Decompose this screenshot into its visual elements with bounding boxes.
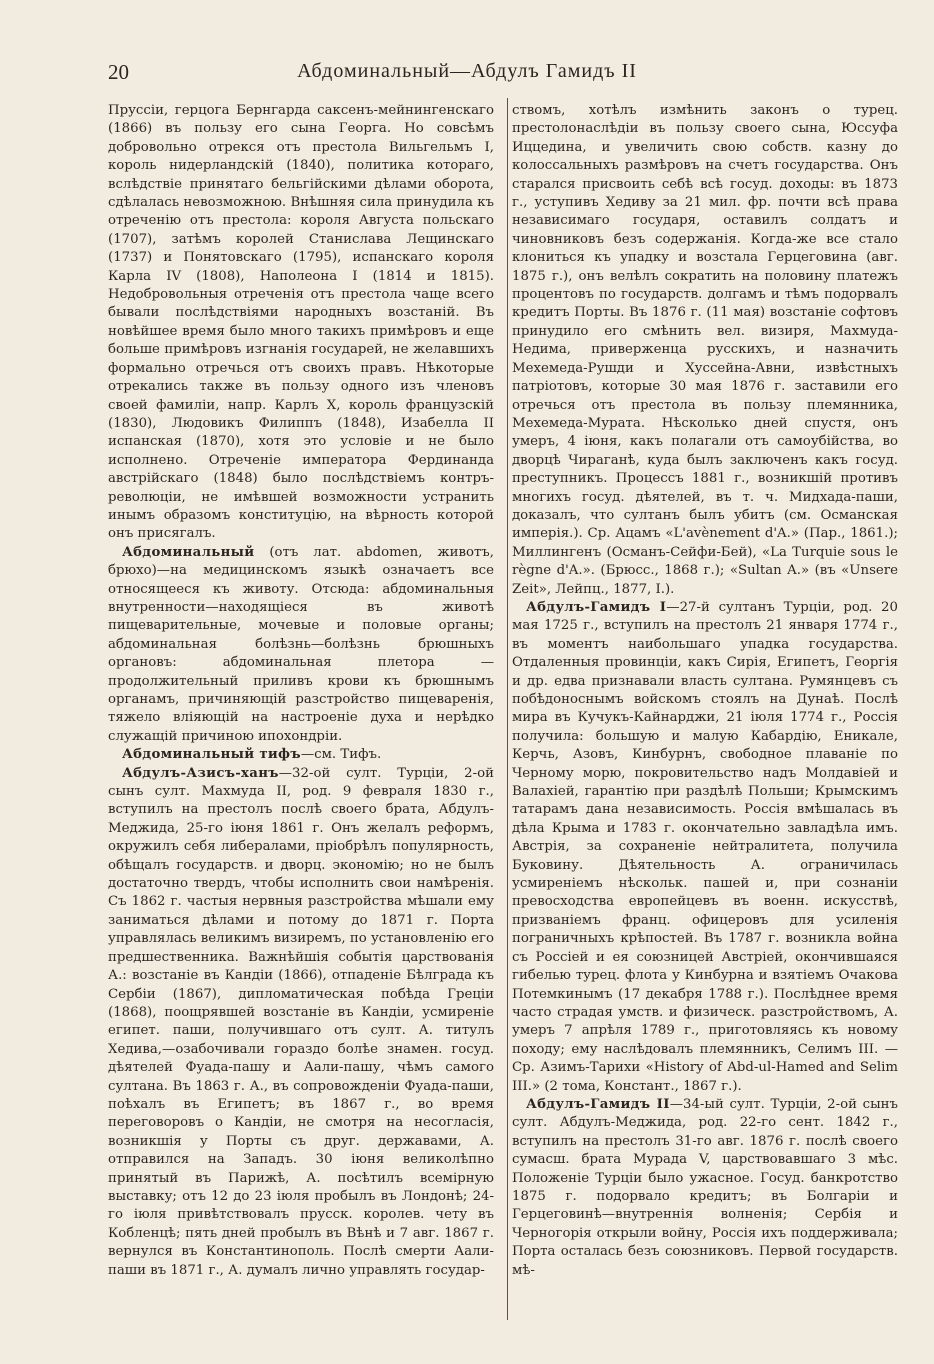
article-text: (отъ лат. abdomen, животъ, брюхо)—на медицинскомъ языкѣ означаетъ все относящееся къ животу. Отсюда: абдоминальныя внутренности—находящіеся въ животѣ пищеварительные, мочевые и половые органы; абдоминальная болѣзнь—болѣзнь брюшныхъ органовъ: абдоминальная плетора — продолжительный приливъ крови къ брюшнымъ органамъ, причиняющій разстройство пищеваренія, тяжело вліяющій на настроеніе духа и нерѣдко служащій причиною ипохондріи.: [108, 544, 494, 744]
article-text: —34-ый султ. Турціи, 2-ой сынъ султ. Абдулъ-Меджида, род. 22-го сент. 1842 г., вступилъ на престолъ 31-го авг. 1876 г. послѣ своего сумасш. брата Мурада V, царствовавшаго 3 мѣс. Положеніе Турціи было ужасное. Госуд. банкротство 1875 г. подорвало кредитъ; въ Болгаріи и Герцеговинѣ—внутреннія волненія; Сербія и Черногорія открыли войну, Россія ихъ поддерживала; Порта осталась безъ союзниковъ. Первой государств. мѣ-: [512, 1096, 898, 1278]
article-headword: Абдоминальный тифъ: [122, 747, 301, 763]
paragraph-text: ствомъ, хотѣлъ измѣнить законъ о турец. престолонаслѣдіи въ пользу своего сына, Юссуфа Иццедина, и увеличить свою собств. казну до колоссальныхъ размѣровъ на счетъ государства. Онъ старался присвоить себѣ всѣ госуд. доходы: въ 1873 г., уступивъ Хедиву за 21 мил. фр. почти всѣ права независимаго государя, оставилъ солдатъ и чиновниковъ безъ содержанія. Когда-же все стало клониться къ упадку и возстала Герцеговина (авг. 1875 г.), онъ велѣлъ сократить на половину платежъ процентовъ по государств. долгамъ и тѣмъ подорвалъ кредитъ Порты. Въ 1876 г. (11 мая) возстаніе софтовъ принудило его смѣнить вел. визиря, Махмуда-Недима, приверженца русскихъ, и назначить Мехемеда-Рушди и Хуссейна-Авни, извѣстныхъ патріотовъ, которые 30 мая 1876 г. заставили его отречься отъ престола въ пользу племянника, Мехемеда-Мурата. Нѣсколько дней спустя, онъ умеръ, 4 іюня, какъ полагали отъ самоубійства, во дворцѣ Чираганѣ, куда былъ заключенъ какъ госуд. преступникъ. Процессъ 1881 г., возникшій противъ многихъ госуд. дѣятелей, въ т. ч. Мидхада-паши, доказалъ, что султанъ былъ убитъ (см. Османская имперія.). Ср. Ацамъ «L'avènement d'A.» (Пар., 1861.); Миллингенъ (Османъ-Сейфи-Бей), «La Turquie sous le règne d'A.». (Брюсс., 1868 г.); «Sultan A.» (въ «Unsere Zeit», Лейпц., 1877, I.).: [512, 103, 898, 597]
article-text: —32-ой султ. Турціи, 2-ой сынъ султ. Махмуда II, род. 9 февраля 1830 г., вступилъ на престолъ послѣ своего брата, Абдулъ-Меджида, 25-го іюня 1861 г. Онъ желалъ реформъ, окружилъ себя либералами, пріобрѣлъ популярность, обѣщалъ государств. и дворц. экономію; но не былъ достаточно твердъ, чтобы исполнить свои намѣренія. Съ 1862 г. частыя нервныя разстройства мѣшали ему заниматься дѣлами и потому до 1871 г. Порта управлялась великимъ визиремъ, по установленію его предшественника. Важнѣйшія событія царствованія А.: возстаніе въ Кандіи (1866), отпаденіе Бѣлграда къ Сербіи (1867), дипломатическая побѣда Греціи (1868), поощрявшей возстаніе въ Кандіи, усмиреніе египет. паши, получившаго отъ султ. А. титулъ Хедива,—озабочивали гораздо болѣе знамен. госуд. дѣятелей Фуада-пашу и Аали-пашу, чѣмъ самого султана. Въ 1863 г. А., въ сопровожденіи Фуада-паши, поѣхалъ въ Египетъ; въ 1867 г., во время переговоровъ о Кандіи, не смотря на несогласія, возникшія у Порты съ друг. державами, А. отправился на Западъ. 30 іюня великолѣпно принятый въ Парижѣ, А. посѣтилъ всемірную выставку; отъ 12 до 23 іюля пробылъ въ Лондонѣ; 24-го іюля привѣтствовалъ прусск. королев. чету въ Кобленцѣ; пять дней пробылъ въ Вѣнѣ и 7 авг. 1867 г. вернулся въ Константинополь. Послѣ смерти Аали-паши въ 1871 г., А. думалъ лично управлять государ-: [108, 765, 494, 1278]
article-abdul-aziz: [108, 765, 494, 1280]
column-divider: [507, 98, 508, 1320]
article-abdul-hamid-i: [512, 599, 898, 1096]
left-column: [108, 102, 494, 1280]
article-headword: Абдулъ-Азисъ-ханъ: [122, 765, 279, 781]
article-headword: Абдоминальный: [122, 544, 255, 560]
article-headword: Абдулъ-Гамидъ I: [526, 599, 667, 615]
right-column: [512, 102, 898, 1280]
article-text: —см. Тифъ.: [300, 747, 382, 763]
article-continuation: [512, 102, 898, 599]
paragraph-text: Пруссіи, герцога Бернгарда саксенъ-мейнингенскаго (1866) въ пользу его сына Георга. Но совсѣмъ добровольно отрекся отъ престола Вильгельмъ I, король нидерландскій (1840), политика котораго, вслѣдствіе принятаго бельгійскими дѣлами оборота, сдѣлалась невозможною. Внѣшняя сила принудила къ отреченію отъ престола: короля Августа польскаго (1707), затѣмъ королей Станислава Лещинскаго (1737) и Понятовскаго (1795), испанскаго короля Карла IV (1808), Наполеона I (1814 и 1815). Недобровольныя отреченія отъ престола чаще всего бывали послѣдствіями народныхъ возстаній. Въ новѣйшее время было много такихъ примѣровъ и еще больше примѣровъ изгнанія государей, не желавшихъ формально отречься отъ своихъ правъ. Нѣкоторые отрекались также въ пользу одного изъ членовъ своей фамиліи, напр. Карлъ X, король французскій (1830), Людовикъ Филиппъ (1848), Изабелла II испанская (1870), хотя это условіе и не было исполнено. Отреченіе императора Фердинанда австрійскаго (1848) было послѣдствіемъ контръ-революціи, не имѣвшей возможности устранить инымъ образомъ конституцію, на вѣрность которой онъ присягалъ.: [108, 103, 494, 542]
article-text: —27-й султанъ Турціи, род. 20 мая 1725 г., вступилъ на престолъ 21 января 1774 г., въ моментъ наибольшаго упадка государства. Отдаленныя провинціи, какъ Сирія, Египетъ, Георгія и др. едва признавали власть султана. Румянцевъ съ побѣдоноснымъ войскомъ стоялъ на Дунаѣ. Послѣ мира въ Кучукъ-Кайнарджи, 21 іюля 1774 г., Россія получила: большую и малую Кабардію, Еникале, Керчь, Азовъ, Кинбурнъ, свободное плаваніе по Черному морю, покровительство надъ Молдавіей и Валахіей, гарантію при раздѣлѣ Польши; Крымскимъ татарамъ дана независимость. Россія вмѣшалась въ дѣла Крыма и 1783 г. окончательно завладѣла имъ. Австрія, за сохраненіе нейтралитета, получила Буковину. Дѣятельность А. ограничилась усмиреніемъ нѣскольк. пашей и, при сознаніи превосходства европейцевъ въ военн. искусствѣ, призваніемъ франц. офицеровъ для усиленія пограничныхъ крѣпостей. Въ 1787 г. возникла война съ Россіей и ея союзницей Австріей, окончившаяся гибелью турец. флота у Кинбурна и взятіемъ Очакова Потемкинымъ (17 декабря 1788 г.). Послѣднее время часто страдая умств. и физическ. разстройствомъ, А. умеръ 7 апрѣля 1789 г., приготовляясь къ новому походу; ему наслѣдовалъ племянникъ, Селимъ III. — Ср. Азимъ-Тарихи «History of Abd-ul-Hamed and Selim III.» (2 тома, Констант., 1867 г.).: [512, 599, 898, 1094]
page-number: 20: [108, 60, 129, 84]
article-abdul-hamid-ii: [512, 1096, 898, 1280]
article-continuation: [108, 102, 494, 544]
page-header: [108, 60, 826, 88]
article-headword: Абдулъ-Гамидъ II: [526, 1096, 670, 1112]
article-abdominalny-tif: [108, 746, 494, 764]
running-head: Абдоминальный—Абдулъ Гамидъ II: [297, 60, 637, 82]
article-abdominalny: [108, 544, 494, 746]
